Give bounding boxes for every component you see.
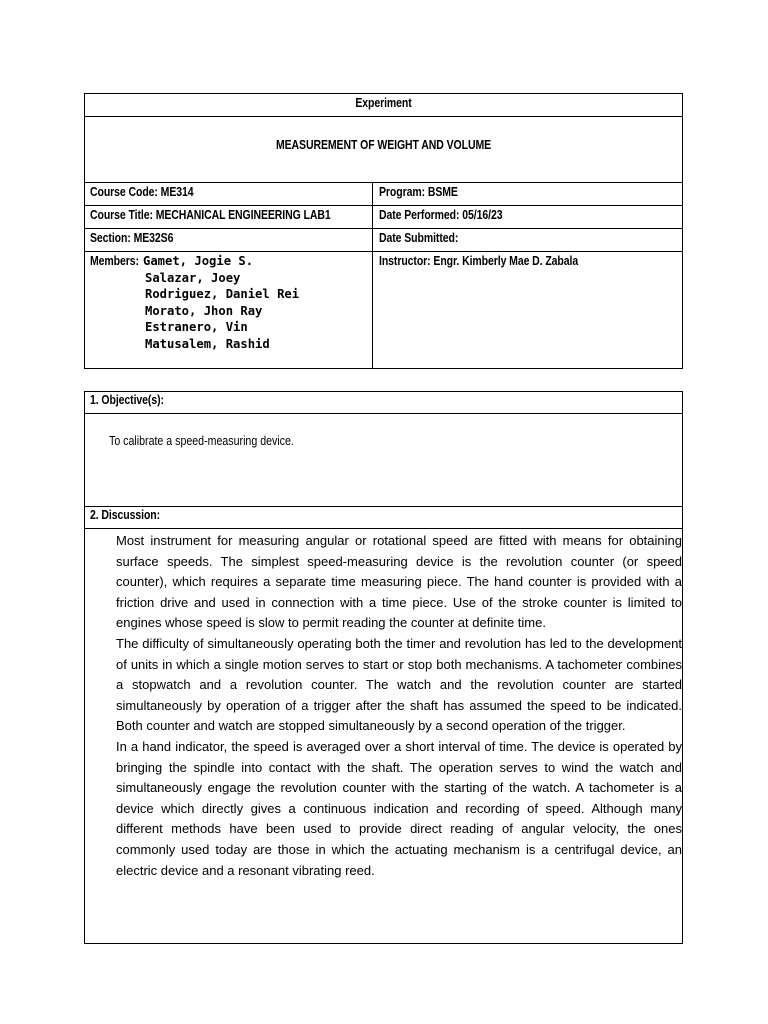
objective-text: To calibrate a speed-measuring device. bbox=[109, 434, 294, 448]
objectives-heading: 1. Objective(s): bbox=[90, 393, 164, 407]
divider bbox=[84, 251, 683, 252]
discussion-body bbox=[116, 531, 682, 881]
experiment-title: MEASUREMENT OF WEIGHT AND VOLUME bbox=[275, 138, 492, 152]
divider bbox=[84, 116, 683, 117]
member-name: Gamet, Jogie S. bbox=[143, 254, 254, 268]
instructor: Instructor: Engr. Kimberly Mae D. Zabala bbox=[379, 254, 579, 268]
divider bbox=[84, 413, 683, 414]
divider bbox=[84, 506, 683, 507]
date-submitted: Date Submitted: bbox=[379, 231, 459, 245]
member-name: Salazar, Joey bbox=[145, 270, 241, 285]
discussion-paragraph: The difficulty of simultaneously operating both the timer and revolution has led to the development of units in which a single motion serves to start or stop both mechanisms. A tachometer combines a stopwatch and a revolution counter. The watch and the revolution counter are started simultaneously by operation of a trigger after the shaft has assumed the speed to be indicated. Both counter and watch are stopped simultaneously by a second operation of the trigger. bbox=[116, 635, 682, 734]
members-label: Members: bbox=[90, 254, 139, 268]
member-name: Rodriguez, Daniel Rei bbox=[145, 287, 300, 301]
discussion-heading: 2. Discussion: bbox=[90, 508, 161, 522]
member-name: Morato, Jhon Ray bbox=[145, 303, 263, 318]
program: Program: BSME bbox=[379, 185, 458, 199]
divider bbox=[84, 228, 683, 229]
experiment-label: Experiment bbox=[355, 96, 412, 110]
course-code: Course Code: ME314 bbox=[90, 185, 194, 199]
course-title: Course Title: MECHANICAL ENGINEERING LAB1 bbox=[90, 208, 331, 222]
divider bbox=[84, 205, 683, 206]
divider bbox=[84, 528, 683, 529]
discussion-paragraph: In a hand indicator, the speed is averaged over a short interval of time. The device is operated by bringing the spindle into contact with the shaft. The operation serves to wind the watch and simultaneously engage the revolution counter with the starting of the watch. A tachometer is a device which directly gives a continuous indication and recording of speed. Although many different methods have been used to provide direct reading of angular velocity, the ones commonly used today are those in which the actuating mechanism is a centrifugal device, an electric device and a resonant vibrating reed. bbox=[116, 738, 682, 878]
column-divider bbox=[372, 182, 373, 369]
discussion-paragraph: Most instrument for measuring angular or rotational speed are fitted with means for obtaining surface speeds. The simplest speed-measuring device is the revolution counter (or speed counter), which requires a separate time measuring piece. The hand counter is provided with a friction drive and used in connection with a time piece. Use of the stroke counter is limited to engines whose speed is slow to permit reading the counter at definite time. bbox=[116, 533, 682, 631]
date-performed: Date Performed: 05/16/23 bbox=[379, 208, 503, 222]
section: Section: ME32S6 bbox=[90, 231, 174, 245]
member-name: Estranero, Vin bbox=[145, 320, 248, 334]
member-name: Matusalem, Rashid bbox=[145, 336, 270, 351]
divider bbox=[84, 182, 683, 183]
